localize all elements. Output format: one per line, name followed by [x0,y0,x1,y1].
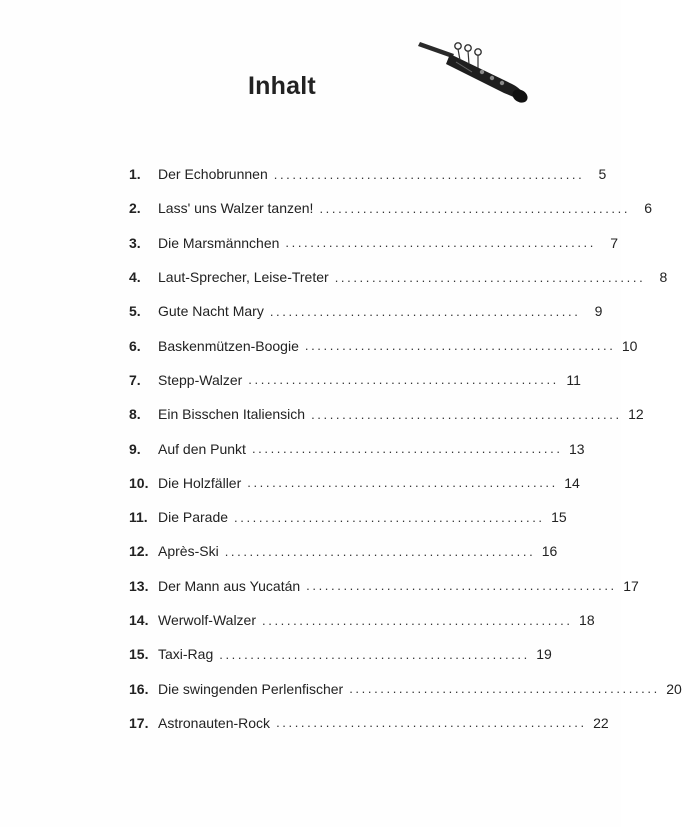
toc-entry-page-number: 5 [598,166,607,183]
dot-leader: .................................................. [269,303,581,319]
toc-entry-title: Die Holzfäller [158,474,242,491]
dot-leader: .................................................. [306,578,617,594]
toc-entry-page-number: 12 [628,406,644,423]
toc-entry-title: Gute Nacht Mary [158,303,264,320]
dot-leader: .................................................. [234,509,545,525]
toc-entry-number: 6. [129,337,141,354]
toc-entry-page-number: 22 [593,714,609,731]
toc-entry-title: Baskenmützen-Boogie [158,337,299,354]
toc-entry [129,500,567,534]
toc-entry-number: 7. [129,371,141,388]
dot-leader: .................................................. [334,269,646,285]
toc-entry-title: Der Mann aus Yucatán [158,577,301,594]
dot-leader: .................................................. [224,543,536,559]
dot-leader: .................................................. [251,441,563,457]
toc-entry [129,534,558,568]
toc-entry-number: 12. [129,543,149,560]
dot-leader: .................................................. [285,235,596,251]
toc-entry-title: Taxi-Rag [158,646,214,663]
toc-entry-number: 13. [129,577,149,594]
toc-entry-title: Der Echobrunnen [158,166,268,183]
toc-entry-number: 11. [129,509,148,526]
toc-entry [129,466,580,500]
toc-entry-title: Laut-Sprecher, Leise-Treter [158,269,329,286]
dot-leader: .................................................. [311,406,622,422]
toc-entry-number: 1. [129,166,141,183]
toc-entry [129,157,607,191]
toc-entry-number: 14. [129,612,149,628]
dot-leader: .................................................. [349,681,660,697]
toc-entry-page-number: 7 [610,234,618,251]
toc-entry-page-number: 16 [541,543,558,560]
toc-entry-number: 2. [129,200,141,217]
toc-entry [129,603,595,637]
toc-entry-page-number: 6 [644,200,653,217]
toc-entry [129,226,618,260]
dot-leader: .................................................. [262,612,573,628]
toc-entry-page-number: 11 [566,371,581,388]
toc-entry-page-number: 18 [579,612,595,628]
dot-leader: .................................................. [273,166,585,182]
toc-entry [129,294,603,328]
toc-entry-title: Stepp-Walzer [158,371,243,388]
toc-entry [129,706,609,740]
toc-entry [129,431,585,465]
toc-entry-page-number: 20 [666,680,682,697]
toc-entry-number: 17. [129,714,149,731]
toc-entry-page-number: 8 [659,269,668,286]
toc-entry [129,397,644,431]
toc-entry-title: Ein Bisschen Italiensich [158,406,306,423]
toc-entry-title: Die swingenden Perlenfischer [158,680,344,697]
dot-leader: .................................................. [319,200,631,216]
toc-entry-page-number: 15 [551,509,567,526]
toc-entry-page-number: 14 [564,474,580,491]
toc-entry-title: Lass' uns Walzer tanzen! [158,200,314,217]
toc-entry-number: 8. [129,406,141,423]
toc-entry-page-number: 13 [568,440,585,457]
toc-entry-title: Die Marsmännchen [158,234,280,251]
toc-entry [129,671,682,705]
toc-entry-title: Auf den Punkt [158,440,246,457]
toc-entry [129,569,639,603]
toc-entry [129,637,552,671]
table-of-contents [129,157,682,740]
dot-leader: .................................................. [247,475,558,491]
toc-entry-page-number: 17 [623,577,639,594]
toc-entry [129,363,581,397]
page-title: Inhalt [248,72,316,100]
dot-leader: .................................................. [276,715,587,731]
dot-leader: .................................................. [304,338,616,354]
toc-entry-number: 3. [129,234,141,251]
toc-entry-title: Après-Ski [158,543,219,560]
toc-entry-number: 15. [129,646,149,663]
clarinet-icon [412,36,530,106]
dot-leader: .................................................. [219,646,530,662]
toc-entry-title: Werwolf-Walzer [158,612,257,628]
toc-entry-number: 10. [129,474,149,491]
toc-entry [129,328,638,362]
toc-entry-number: 4. [129,269,141,286]
toc-entry-page-number: 9 [594,303,603,320]
toc-entry-number: 5. [129,303,141,320]
toc-entry-title: Die Parade [158,509,229,526]
toc-entry-number: 16. [129,680,149,697]
toc-entry [129,191,653,225]
dot-leader: .................................................. [248,372,559,388]
toc-entry-number: 9. [129,440,141,457]
toc-entry-page-number: 19 [536,646,552,663]
toc-entry-title: Astronauten-Rock [158,714,271,731]
toc-entry [129,260,668,294]
toc-entry-page-number: 10 [621,337,638,354]
